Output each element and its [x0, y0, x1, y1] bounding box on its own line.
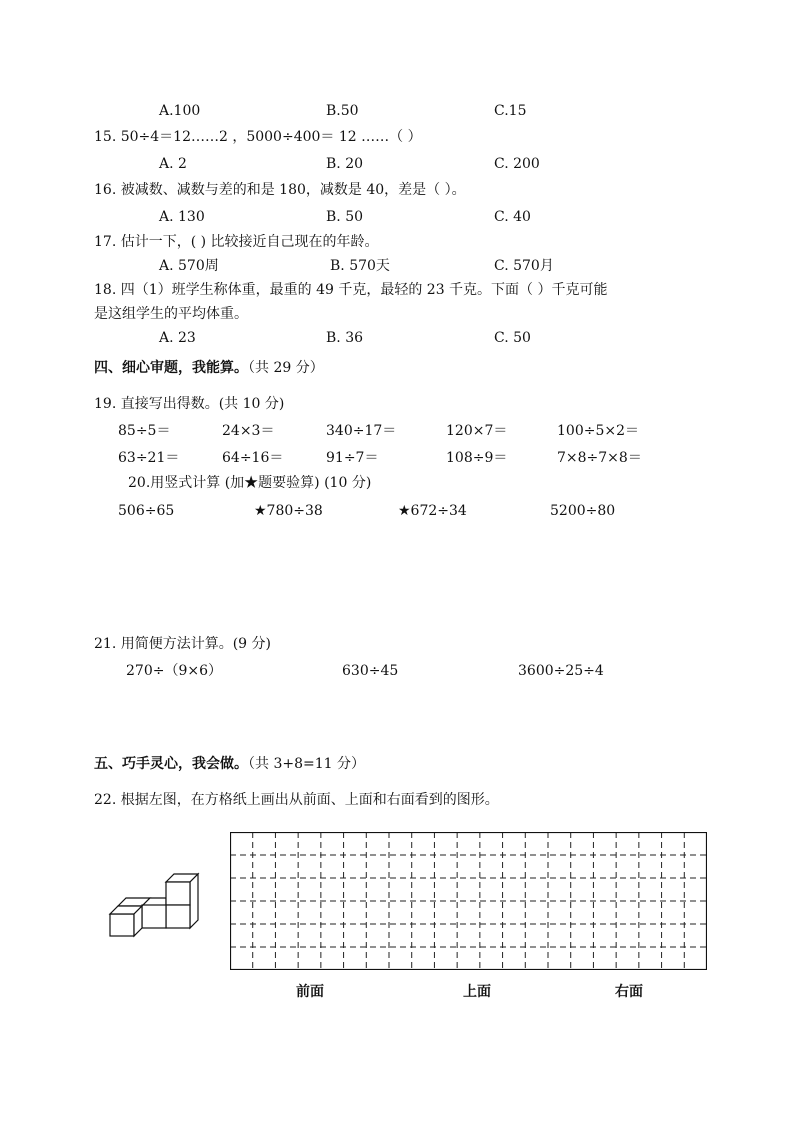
section-5-heading [94, 755, 365, 773]
q20-stem: 20.用竖式计算 (加★题要验算) (10 分) [128, 475, 372, 491]
q19-item: 85÷5＝ [118, 423, 171, 439]
view-label-right: 右面 [615, 984, 643, 1000]
q19-item: 340÷17＝ [326, 423, 397, 439]
q19-item: 24×3＝ [222, 423, 275, 439]
q19-item: 63÷21＝ [118, 450, 180, 466]
q21-item: 270÷（9×6） [126, 663, 222, 679]
q18-option-c: C. 50 [494, 330, 531, 346]
grid-paper[interactable] [230, 832, 707, 970]
q16-option-a: A. 130 [159, 209, 205, 225]
q15-option-a: A. 2 [159, 156, 187, 172]
q18-stem-line2: 是这组学生的平均体重。 [94, 306, 248, 322]
q14-option-c: C.15 [494, 103, 527, 119]
section-4-heading [94, 359, 324, 377]
q15-option-c: C. 200 [494, 156, 540, 172]
q17-option-a: A. 570周 [159, 258, 219, 274]
q19-item: 7×8÷7×8＝ [557, 450, 642, 466]
q20-item: ★672÷34 [398, 503, 467, 519]
q16-option-c: C. 40 [494, 209, 531, 225]
q19-item: 91÷7＝ [326, 450, 379, 466]
q21-item: 630÷45 [342, 663, 399, 679]
q14-option-b: B.50 [326, 103, 359, 119]
q19-item: 100÷5×2＝ [557, 423, 639, 439]
q16-stem: 16. 被减数、减数与差的和是 180，减数是 40，差是（ ）。 [94, 182, 466, 198]
q20-item: 506÷65 [118, 503, 175, 519]
q17-stem: 17. 估计一下，( ) 比较接近自己现在的年龄。 [94, 234, 379, 250]
q18-stem-line1: 18. 四（1）班学生称体重，最重的 49 千克，最轻的 23 千克。下面（ ）千克可能 [94, 282, 608, 298]
q20-item: ★780÷38 [254, 503, 323, 519]
q16-option-b: B. 50 [326, 209, 364, 225]
section-4-points: （共 29 分） [248, 360, 324, 376]
q19-stem: 19. 直接写出得数。(共 10 分) [94, 396, 285, 412]
section-4-title: 四、细心审题，我能算。 [94, 360, 248, 376]
q18-option-a: A. 23 [159, 330, 196, 346]
q17-option-c: C. 570月 [494, 258, 554, 274]
section-5-title: 五、巧手灵心，我会做。 [94, 756, 248, 772]
q22-stem: 22. 根据左图，在方格纸上画出从前面、上面和右面看到的图形。 [94, 792, 499, 808]
q21-stem: 21. 用简便方法计算。(9 分) [94, 636, 271, 652]
q21-item: 3600÷25÷4 [518, 663, 604, 679]
section-5-points: （共 3+8=11 分） [248, 756, 365, 772]
q19-item: 108÷9＝ [446, 450, 508, 466]
q15-stem: 15. 50÷4＝12……2 ，5000÷400＝ 12 ……（ ） [94, 129, 422, 145]
q15-option-b: B. 20 [326, 156, 364, 172]
q20-item: 5200÷80 [550, 503, 616, 519]
q19-item: 64÷16＝ [222, 450, 284, 466]
q17-option-b: B. 570天 [330, 258, 390, 274]
q14-option-a: A.100 [159, 103, 201, 119]
view-label-top: 上面 [463, 984, 491, 1000]
view-label-front: 前面 [296, 984, 324, 1000]
q19-item: 120×7＝ [446, 423, 508, 439]
cube-stack-figure [104, 868, 204, 940]
q18-option-b: B. 36 [326, 330, 364, 346]
